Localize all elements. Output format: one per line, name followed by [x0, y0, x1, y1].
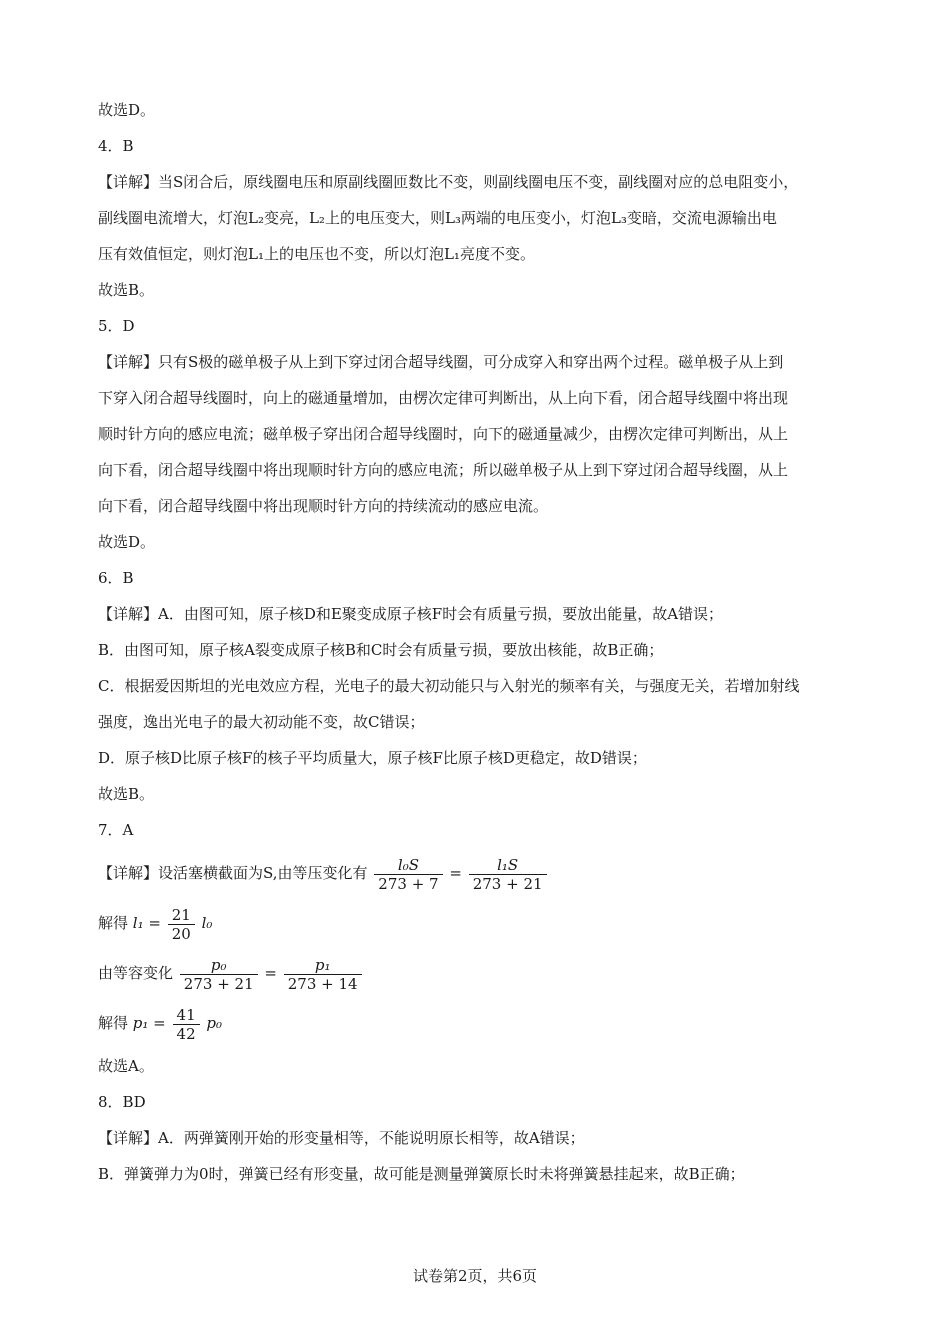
text-line: 压有效值恒定，则灯泡L₁上的电压也不变，所以灯泡L₁亮度不变。: [98, 245, 535, 263]
math-line-solve-l1: [98, 898, 868, 948]
text-line: 向下看，闭合超导线圈中将出现顺时针方向的持续流动的感应电流。: [98, 497, 549, 515]
fraction-denominator: 20: [171, 924, 191, 943]
answer-heading: 6．B: [98, 569, 134, 587]
text-line: 【详解】A．由图可知，原子核D和E聚变成原子核F时会有质量亏损，要放出能量，故A错误；: [98, 605, 724, 623]
text-line: 向下看，闭合超导线圈中将出现顺时针方向的感应电流；所以磁单极子从上到下穿过闭合超导线圈，从上: [98, 461, 789, 479]
math-line-isobaric: [98, 848, 868, 898]
answer-heading: 8．BD: [98, 1093, 146, 1111]
fraction-numerator: l₁S: [469, 856, 547, 875]
math-lhs: p₁ =: [132, 1014, 166, 1032]
fraction-denominator: 42: [176, 1024, 196, 1043]
fraction-numerator: 41: [173, 1006, 200, 1025]
math-tail: p₀: [206, 1014, 223, 1032]
math-tail: l₀: [201, 914, 213, 932]
fraction: [173, 1006, 200, 1043]
fraction-numerator: 21: [168, 906, 195, 925]
page-footer: 试卷第2页，共6页: [412, 1267, 538, 1285]
fraction: [180, 956, 258, 993]
equals-sign: =: [449, 864, 462, 882]
answer-heading: 7．A: [98, 821, 134, 839]
fraction: [374, 856, 442, 893]
fraction-numerator: p₀: [180, 956, 258, 975]
text-line: B．由图可知，原子核A裂变成原子核B和C时会有质量亏损，要放出核能，故B正确；: [98, 641, 664, 659]
answer-heading: 4．B: [98, 137, 134, 155]
math-prefix: 解得: [98, 1014, 129, 1032]
text-line: 强度，逸出光电子的最大初动能不变，故C错误；: [98, 713, 425, 731]
equals-sign: =: [264, 964, 277, 982]
fraction: [168, 906, 195, 943]
text-line: 故选D。: [98, 533, 156, 551]
text-line: 副线圈电流增大，灯泡L₂变亮，L₂上的电压变大，则L₃两端的电压变小，灯泡L₃变暗，交流电源输出电: [98, 209, 777, 227]
text-line: D．原子核D比原子核F的核子平均质量大，原子核F比原子核D更稳定，故D错误；: [98, 749, 647, 767]
math-prefix: 【详解】设活塞横截面为S,由等压变化有: [98, 864, 368, 882]
page-body: [98, 92, 868, 1192]
fraction-denominator: 273 + 7: [378, 874, 439, 893]
text-line: 【详解】只有S极的磁单极子从上到下穿过闭合超导线圈，可分成穿入和穿出两个过程。磁单极子从上到: [98, 353, 784, 371]
text-line: 【详解】当S闭合后，原线圈电压和原副线圈匝数比不变，则副线圈电压不变，副线圈对应的总电阻变小，: [98, 173, 799, 191]
answer-heading: 5．D: [98, 317, 135, 335]
fraction-numerator: l₀S: [374, 856, 442, 875]
fraction-denominator: 273 + 21: [183, 974, 254, 993]
fraction: [284, 956, 362, 993]
math-line-solve-p1: [98, 998, 868, 1048]
math-line-isochoric: [98, 948, 868, 998]
fraction-denominator: 273 + 14: [287, 974, 358, 993]
fraction-denominator: 273 + 21: [472, 874, 543, 893]
text-line: 下穿入闭合超导线圈时，向上的磁通量增加，由楞次定律可判断出，从上向下看，闭合超导线圈中将出现: [98, 389, 789, 407]
math-lhs: l₁ =: [132, 914, 161, 932]
text-line: B．弹簧弹力为0时，弹簧已经有形变量，故可能是测量弹簧原长时未将弹簧悬挂起来，故B正确；: [98, 1165, 745, 1183]
text-line: C．根据爱因斯坦的光电效应方程，光电子的最大初动能只与入射光的频率有关，与强度无关，若增加射线: [98, 677, 800, 695]
text-line: 【详解】A．两弹簧刚开始的形变量相等，不能说明原长相等，故A错误；: [98, 1129, 585, 1147]
fraction-numerator: p₁: [284, 956, 362, 975]
text-line: 故选A。: [98, 1057, 154, 1075]
text-line: 顺时针方向的感应电流；磁单极子穿出闭合超导线圈时，向下的磁通量减少，由楞次定律可判断出，从上: [98, 425, 789, 443]
fraction: [469, 856, 547, 893]
text-line: 故选D。: [98, 101, 156, 119]
math-prefix: 解得: [98, 914, 129, 932]
text-line: 故选B。: [98, 281, 155, 299]
text-line: 故选B。: [98, 785, 155, 803]
math-prefix: 由等容变化: [98, 964, 174, 982]
